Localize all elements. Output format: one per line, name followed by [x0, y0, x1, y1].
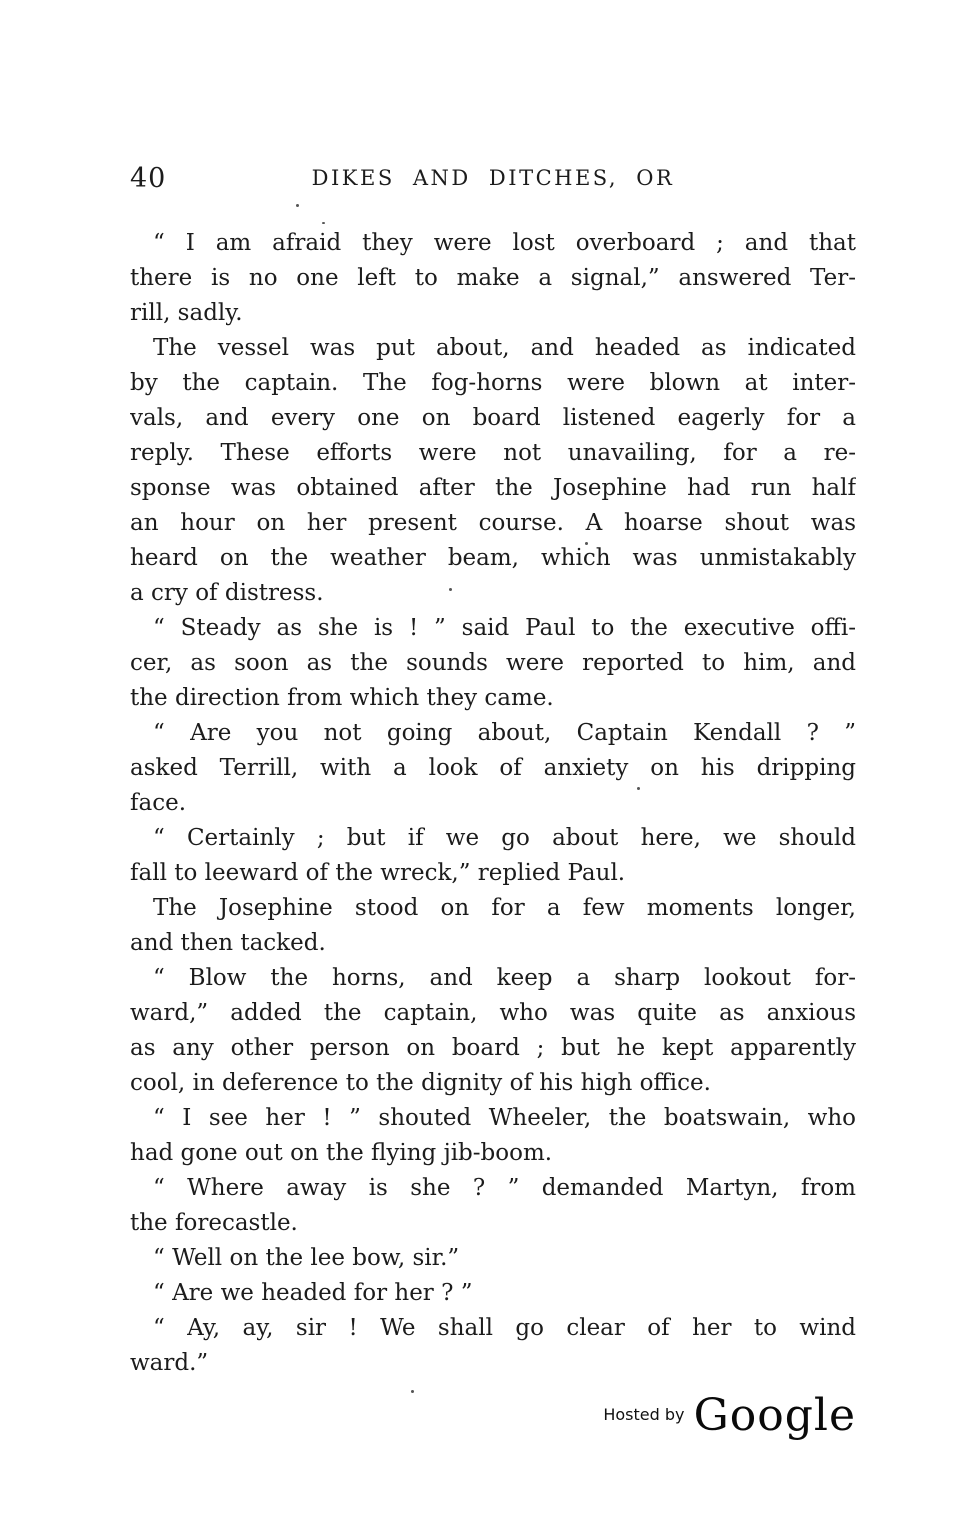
- text-line: “ I am afraid they were lost overboard ; and that: [153, 230, 856, 256]
- running-head: [130, 163, 856, 203]
- scan-speck: [449, 588, 452, 591]
- text-line: as any other person on board ; but he kept apparently: [130, 1035, 856, 1061]
- text-line: “ Certainly ; but if we go about here, we should: [153, 825, 856, 851]
- page-body: [130, 226, 856, 1381]
- text-line: face.: [130, 790, 187, 816]
- text-line: the forecastle.: [130, 1210, 298, 1236]
- text-line: “ Where away is she ? ” demanded Martyn, from: [153, 1175, 856, 1201]
- text-line: ward,” added the captain, who was quite as anxious: [130, 1000, 856, 1026]
- text-line: and then tacked.: [130, 930, 326, 956]
- text-line: there is no one left to make a signal,” answered Ter-: [130, 265, 856, 291]
- running-title: DIKES AND DITCHES, OR: [311, 166, 675, 190]
- page-number: 40: [130, 163, 167, 194]
- text-line: an hour on her present course. A hoarse shout was: [130, 510, 856, 536]
- text-line: reply. These efforts were not unavailing, for a re-: [130, 440, 856, 466]
- text-line: “ Steady as she is ! ” said Paul to the executive offi-: [153, 615, 856, 641]
- text-line: asked Terrill, with a look of anxiety on his dripping: [130, 755, 856, 781]
- text-line: cool, in deference to the dignity of his high office.: [130, 1070, 711, 1096]
- scan-speck: [296, 204, 299, 207]
- scan-speck: [322, 222, 325, 224]
- text-line: had gone out on the flying jib-boom.: [130, 1140, 553, 1166]
- text-line: “ Ay, ay, sir ! We shall go clear of her to wind: [153, 1315, 856, 1341]
- text-line: “ Blow the horns, and keep a sharp lookout for-: [153, 965, 856, 991]
- text-line: heard on the weather beam, which was unmistakably: [130, 545, 856, 571]
- scan-speck: [637, 787, 640, 790]
- text-line: fall to leeward of the wreck,” replied Paul.: [130, 860, 626, 886]
- text-line: The Josephine stood on for a few moments longer,: [153, 895, 856, 921]
- watermark: [0, 1390, 856, 1450]
- scan-speck: [585, 542, 588, 545]
- text-line: The vessel was put about, and headed as indicated: [153, 335, 856, 361]
- text-line: rill, sadly.: [130, 300, 243, 326]
- text-line: by the captain. The fog-horns were blown at inter-: [130, 370, 856, 396]
- hosted-by-label: Hosted by: [603, 1405, 685, 1424]
- text-line: a cry of distress.: [130, 580, 324, 606]
- text-line: “ I see her ! ” shouted Wheeler, the boatswain, who: [153, 1105, 856, 1131]
- text-line: ward.”: [130, 1350, 209, 1376]
- text-line: “ Well on the lee bow, sir.”: [153, 1245, 460, 1271]
- text-line: “ Are we headed for her ? ”: [153, 1280, 473, 1306]
- text-line: “ Are you not going about, Captain Kendall ? ”: [153, 720, 856, 746]
- text-line: the direction from which they came.: [130, 685, 554, 711]
- google-logo: Google: [693, 1390, 856, 1441]
- text-line: vals, and every one on board listened eagerly for a: [130, 405, 856, 431]
- text-line: cer, as soon as the sounds were reported to him, and: [130, 650, 856, 676]
- text-line: sponse was obtained after the Josephine had run half: [130, 475, 856, 501]
